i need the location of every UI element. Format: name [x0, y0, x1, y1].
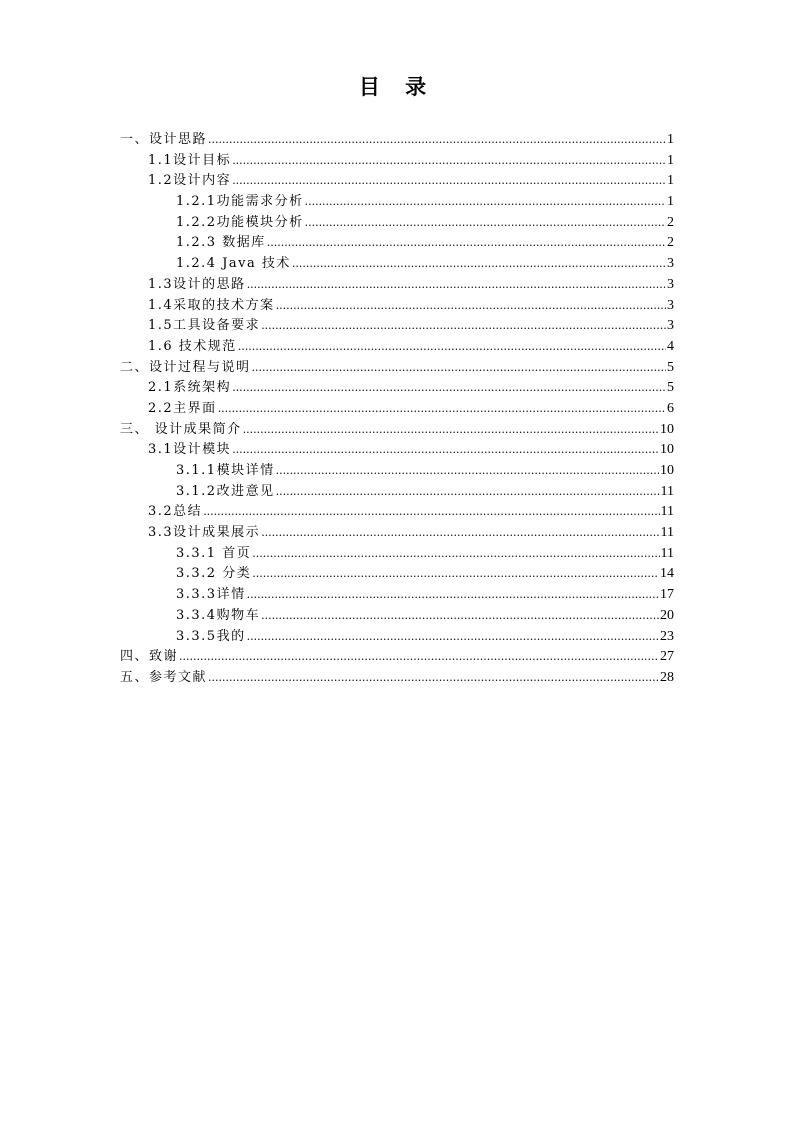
toc-entry[interactable]	[120, 254, 674, 275]
toc-dot-leader	[203, 502, 659, 523]
toc-entry-label: 二、设计过程与说明	[120, 359, 251, 375]
toc-entry-label: 3.1.1模块详情	[176, 463, 275, 478]
toc-dot-leader	[292, 254, 666, 275]
toc-dot-leader	[261, 606, 659, 627]
toc-entry-label: 1.2.2功能模块分析	[176, 214, 304, 230]
toc-page-number: 1	[667, 173, 674, 189]
toc-page-number: 27	[660, 649, 674, 665]
toc-page-number: 20	[660, 607, 674, 623]
toc-page-number: 3	[667, 297, 674, 313]
toc-dot-leader	[218, 399, 666, 420]
toc-page-number: 11	[660, 504, 674, 520]
toc-dot-leader	[305, 213, 666, 234]
toc-entry[interactable]	[120, 585, 674, 606]
toc-entry[interactable]	[120, 502, 674, 523]
toc-entry-label: 1.5工具设备要求	[148, 318, 261, 334]
toc-entry[interactable]	[120, 647, 674, 668]
toc-entry-label: 3.3.2 分类	[176, 566, 252, 582]
toc-dot-leader	[232, 378, 666, 399]
toc-entry-label: 五、参考文献	[120, 669, 208, 685]
toc-entry[interactable]	[120, 151, 674, 172]
toc-page-number: 2	[667, 235, 674, 251]
toc-entry[interactable]	[120, 482, 674, 503]
toc-entry[interactable]	[120, 440, 674, 461]
toc-page-number: 11	[660, 545, 674, 561]
toc-dot-leader	[232, 171, 666, 192]
toc-dot-leader	[232, 151, 666, 172]
toc-entry[interactable]	[120, 420, 674, 441]
toc-page-number: 10	[660, 463, 674, 478]
toc-entry[interactable]	[120, 606, 674, 627]
toc-entry[interactable]	[120, 358, 674, 379]
toc-entry-label: 3.3.5我的	[176, 628, 246, 644]
toc-dot-leader	[261, 316, 666, 337]
toc-dot-leader	[261, 523, 659, 544]
toc-page-number: 10	[660, 442, 674, 458]
toc-page-number: 11	[660, 483, 674, 499]
toc-page-number: 5	[667, 359, 674, 375]
toc-page-number: 17	[660, 587, 674, 603]
toc-dot-leader	[247, 275, 666, 296]
toc-entry-label: 3.3.4购物车	[176, 607, 261, 623]
toc-dot-leader	[247, 627, 659, 648]
toc-entry[interactable]	[120, 337, 674, 358]
toc-entry[interactable]	[120, 627, 674, 648]
toc-entry-label: 一、设计思路	[120, 132, 208, 147]
toc-dot-leader	[276, 461, 659, 482]
toc-entry[interactable]	[120, 523, 674, 544]
toc-entry[interactable]	[120, 233, 674, 254]
toc-page-number: 23	[660, 628, 674, 644]
toc-entry-label: 1.4采取的技术方案	[148, 297, 275, 313]
toc-page-number: 6	[667, 400, 674, 416]
toc-entry-label: 3.2总结	[148, 504, 203, 520]
toc-entry-label: 3.3设计成果展示	[148, 525, 261, 541]
toc-dot-leader	[267, 233, 666, 254]
toc-entry-label: 1.3设计的思路	[148, 276, 246, 292]
toc-dot-leader	[238, 337, 666, 358]
toc-dot-leader	[252, 544, 659, 565]
toc-dot-leader	[208, 668, 659, 689]
toc-entry-label: 1.2.1功能需求分析	[176, 194, 304, 210]
toc-dot-leader	[232, 440, 659, 461]
toc-entry-label: 四、致谢	[120, 649, 179, 665]
toc-entry[interactable]	[120, 171, 674, 192]
toc-entry-label: 3.3.1 首页	[176, 545, 252, 561]
toc-entry[interactable]	[120, 192, 674, 213]
toc-entry-label: 三、 设计成果简介	[120, 421, 242, 437]
toc-entry-label: 1.2.4 Java 技术	[176, 256, 291, 272]
toc-page-number: 3	[667, 318, 674, 334]
toc-entry[interactable]	[120, 275, 674, 296]
toc-entry[interactable]	[120, 316, 674, 337]
toc-page-number: 3	[667, 276, 674, 292]
toc-title: 目 录	[358, 75, 436, 99]
toc-page-number: 28	[660, 669, 674, 685]
toc-dot-leader	[252, 358, 666, 379]
toc-entry-label: 2.2主界面	[148, 400, 217, 416]
toc-entry[interactable]	[120, 213, 674, 234]
toc-page-number: 14	[660, 566, 674, 582]
toc-entry[interactable]	[120, 564, 674, 585]
toc-entry-label: 1.2.3 数据库	[176, 235, 266, 251]
toc-dot-leader	[179, 647, 659, 668]
toc-page-number: 3	[667, 256, 674, 272]
toc-entry[interactable]	[120, 461, 674, 482]
toc-entry-label: 1.1设计目标	[148, 152, 232, 168]
toc-entry-label: 3.1设计模块	[148, 442, 232, 458]
toc-dot-leader	[208, 130, 666, 151]
toc-entry[interactable]	[120, 399, 674, 420]
toc-dot-leader	[276, 296, 666, 317]
toc-page-number: 1	[667, 132, 674, 147]
toc-entry[interactable]	[120, 130, 674, 151]
toc-page-number: 1	[667, 194, 674, 210]
toc-entry-label: 2.1系统架构	[148, 380, 232, 396]
toc-dot-leader	[305, 192, 666, 213]
toc-dot-leader	[276, 482, 660, 503]
toc-page-number: 5	[667, 380, 674, 396]
toc-entry-label: 3.3.3详情	[176, 587, 246, 603]
toc-page-number: 2	[667, 214, 674, 230]
toc-entry[interactable]	[120, 668, 674, 689]
toc-entry-label: 1.6 技术规范	[148, 338, 237, 354]
toc-dot-leader	[247, 585, 659, 606]
toc-page-number: 1	[667, 152, 674, 168]
toc-entry-label: 3.1.2改进意见	[176, 483, 275, 499]
toc-dot-leader	[243, 420, 659, 441]
toc-list	[120, 130, 674, 689]
toc-entry-label: 1.2设计内容	[148, 173, 232, 189]
toc-page-number: 11	[660, 525, 674, 541]
toc-page-number: 10	[660, 421, 674, 437]
toc-entry[interactable]	[120, 296, 674, 317]
toc-entry[interactable]	[120, 544, 674, 565]
toc-entry[interactable]	[120, 378, 674, 399]
toc-page-number: 4	[667, 338, 674, 354]
toc-dot-leader	[252, 564, 659, 585]
